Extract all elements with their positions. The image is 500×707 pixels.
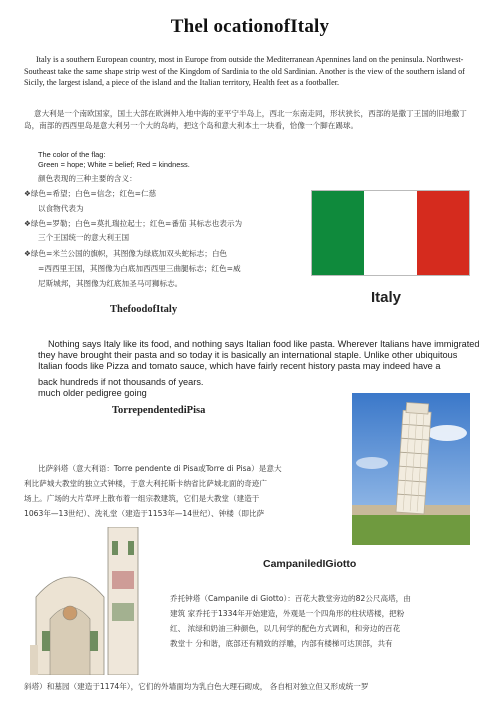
giotto-heading: CampaniledIGiotto [263, 558, 357, 570]
flag-cn-bullet-1-cont: 以食物代表为 [38, 204, 84, 213]
food-text: Nothing says Italy like its food, and nothing says Italian food like pasta. Wherever Italians have immigrated they have brought their pasta and so today it is basically an international staple. Unlike other ubiquitous Italian foods like Pizza and tomato sauce, which have fairly recent history pasta may indeed have a [38, 339, 480, 372]
flag-cn-bullet-2-cont: 三个王国统一的意大利王国 [38, 233, 130, 242]
giotto-text-line-2: 建筑 家乔托于1334年开始建造，外观是一个四角形的柱状塔楼，把粉 [170, 609, 405, 618]
flag-white-stripe [364, 191, 416, 275]
florence-cathedral-photo [30, 527, 160, 675]
giotto-text-line-1: 乔托钟塔（Campanile di Giotto）：百花大教堂旁边的82公尺高塔，由 [170, 594, 411, 603]
flag-red-stripe [417, 191, 469, 275]
pisa-text-line-4: 1063年—13世纪）、洗礼堂（建造于1153年—14世纪）、钟楼（即比萨 [24, 509, 265, 518]
bottom-text-line: 斜塔）和墓园（建造于1174年），它们的外墙面均为乳白色大理石砌成， 各自相对独立但又形成统一罗 [24, 682, 369, 691]
italy-flag [311, 190, 470, 276]
giotto-text-line-3: 红、 浓绿和奶油三种颜色，以几何学的配色方式调和，和旁边的百花 [170, 624, 401, 633]
pisa-heading: TorrependentediPisa [112, 405, 206, 416]
flag-color-heading: The color of the flag: [38, 150, 106, 159]
pisa-tower-photo [352, 393, 470, 545]
food-heading: ThefoodofItaly [110, 304, 178, 315]
pisa-text-line-1: 比萨斜塔（意大利语：Torre pendente di Pisa或Torre di Pisa）是意大 [38, 464, 282, 473]
flag-caption: Italy [371, 289, 402, 306]
flag-cn-bullet-3-cont2: 尼斯城邦，其图像为红底加圣马可狮标志。 [38, 279, 183, 288]
flag-cn-bullet-2: ❖绿色=罗勒；白色=莫扎瑞拉起士；红色=番茄 其标志也表示为 [24, 219, 243, 228]
food-text-end: much older pedigree going [38, 388, 147, 398]
food-text-overlap: back hundreds if not thousands of years. [38, 377, 204, 387]
flag-green-stripe [312, 191, 364, 275]
pisa-text-line-3: 场上。广场的大片草坪上散布着一组宗教建筑，它们是大教堂（建造于 [24, 494, 260, 503]
flag-cn-bullet-3: ❖绿色=米兰公国的旗帜，其图像为绿底加双头蛇标志；白色 [24, 249, 228, 258]
intro-chinese: 意大利是一个南欧国家，国土大部在欧洲伸入地中海的亚平宁半岛上，西北一东南走同，形状狭长，西部的是撒丁王国的旧地撒丁岛，南部的西西里岛是意大利另一个大的岛屿，把这个岛和意大利本土一块看，恰像一个脚在踢球。 [24, 109, 467, 130]
giotto-text-line-4: 教堂十 分和谐，底部还有精致的浮雕，内部有楼梯可达顶部，共有 [170, 639, 393, 648]
flag-cn-bullet-3-cont: =西西里王国，其图像为白底加西西里三曲腿标志；红色=威 [38, 264, 241, 273]
flag-color-meaning: Green = hope; White = belief; Red = kindness. [38, 160, 190, 169]
pisa-text-line-2: 利比萨城大教堂的独立式钟楼，于意大利托斯卡纳省比萨城北面的奇迹广 [24, 479, 267, 488]
flag-cn-heading: 颜色表现的三种主要的含义： [38, 174, 137, 183]
intro-english: Italy is a southern European country, most in Europe from outside the Mediterranean Apennines land on the peninsula. Northwest-Southeast take the same shape strip west of the Kingdom of Sardinia to the old Sardinian. Another is the view of the southern island of Sicily, the largest island, a piece of the island and the Italian territory, Health feet as a footballer. [24, 55, 465, 88]
page-title: Thel ocationofItaly [170, 16, 330, 37]
flag-cn-bullet-1: ❖绿色=希望；白色=信念；红色=仁慈 [24, 189, 157, 198]
